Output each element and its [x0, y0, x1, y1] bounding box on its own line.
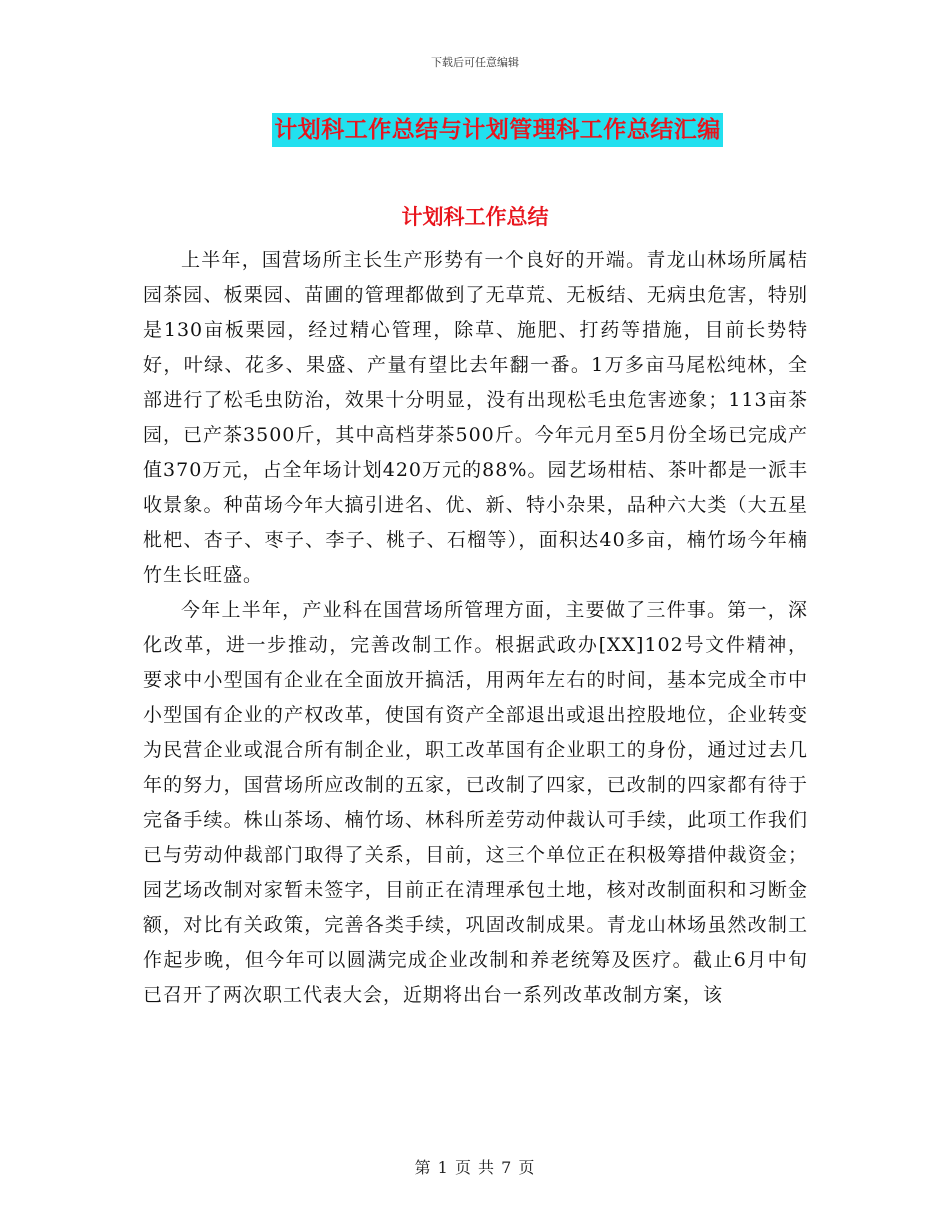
paragraph: 上半年，国营场所主长生产形势有一个良好的开端。青龙山林场所属桔园茶园、板栗园、苗圃的管理都做到了无草荒、无板结、无病虫危害，特别是130亩板栗园，经过精心管理，除草、施肥、打药等措施，目前长势特好，叶绿、花多、果盛、产量有望比去年翻一番。1万多亩马尾松纯林，全部进行了松毛虫防治，效果十分明显，没有出现松毛虫危害迹象；113亩茶园，已产茶3500斤，其中高档芽茶500斤。今年元月至5月份全场已完成产值370万元，占全年场计划420万元的88%。园艺场柑桔、茶叶都是一派丰收景象。种苗场今年大搞引进名、优、新、特小杂果，品种六大类（大五星枇杷、杏子、枣子、李子、桃子、石榴等），面积达40多亩，楠竹场今年楠竹生长旺盛。	[143, 249, 808, 586]
document-title-container	[0, 113, 950, 147]
page-footer: 第 1 页 共 7 页	[414, 1158, 536, 1177]
paragraph: 今年上半年，产业科在国营场所管理方面，主要做了三件事。第一，深化改革，进一步推动，完善改制工作。根据武政办[XX]102号文件精神，要求中小型国有企业在全面放开搞活，用两年左右的时间，基本完成全市中小型国有企业的产权改革，使国有资产全部退出或退出控股地位，企业转变为民营企业或混合所有制企业，职工改革国有企业职工的身份，通过过去几年的努力，国营场所应改制的五家，已改制了四家，已改制的四家都有待于完备手续。株山茶场、楠竹场、林科所差劳动仲裁认可手续，此项工作我们已与劳动仲裁部门取得了关系，目前，这三个单位正在积极筹措仲裁资金；园艺场改制对家暂未签字，目前正在清理承包土地，核对改制面积和习断金额，对比有关政策，完善各类手续，巩固改制成果。青龙山林场虽然改制工作起步晚，但今年可以圆满完成企业改制和养老统筹及医疗。截止6月中旬已召开了两次职工代表大会，近期将出台一系列改革改制方案，该	[143, 599, 808, 1006]
section-title: 计划科工作总结	[401, 204, 549, 229]
header-note: 下载后可任意编辑	[431, 56, 519, 69]
document-title: 计划科工作总结与计划管理科工作总结汇编	[272, 113, 723, 147]
body-text	[143, 243, 808, 1013]
